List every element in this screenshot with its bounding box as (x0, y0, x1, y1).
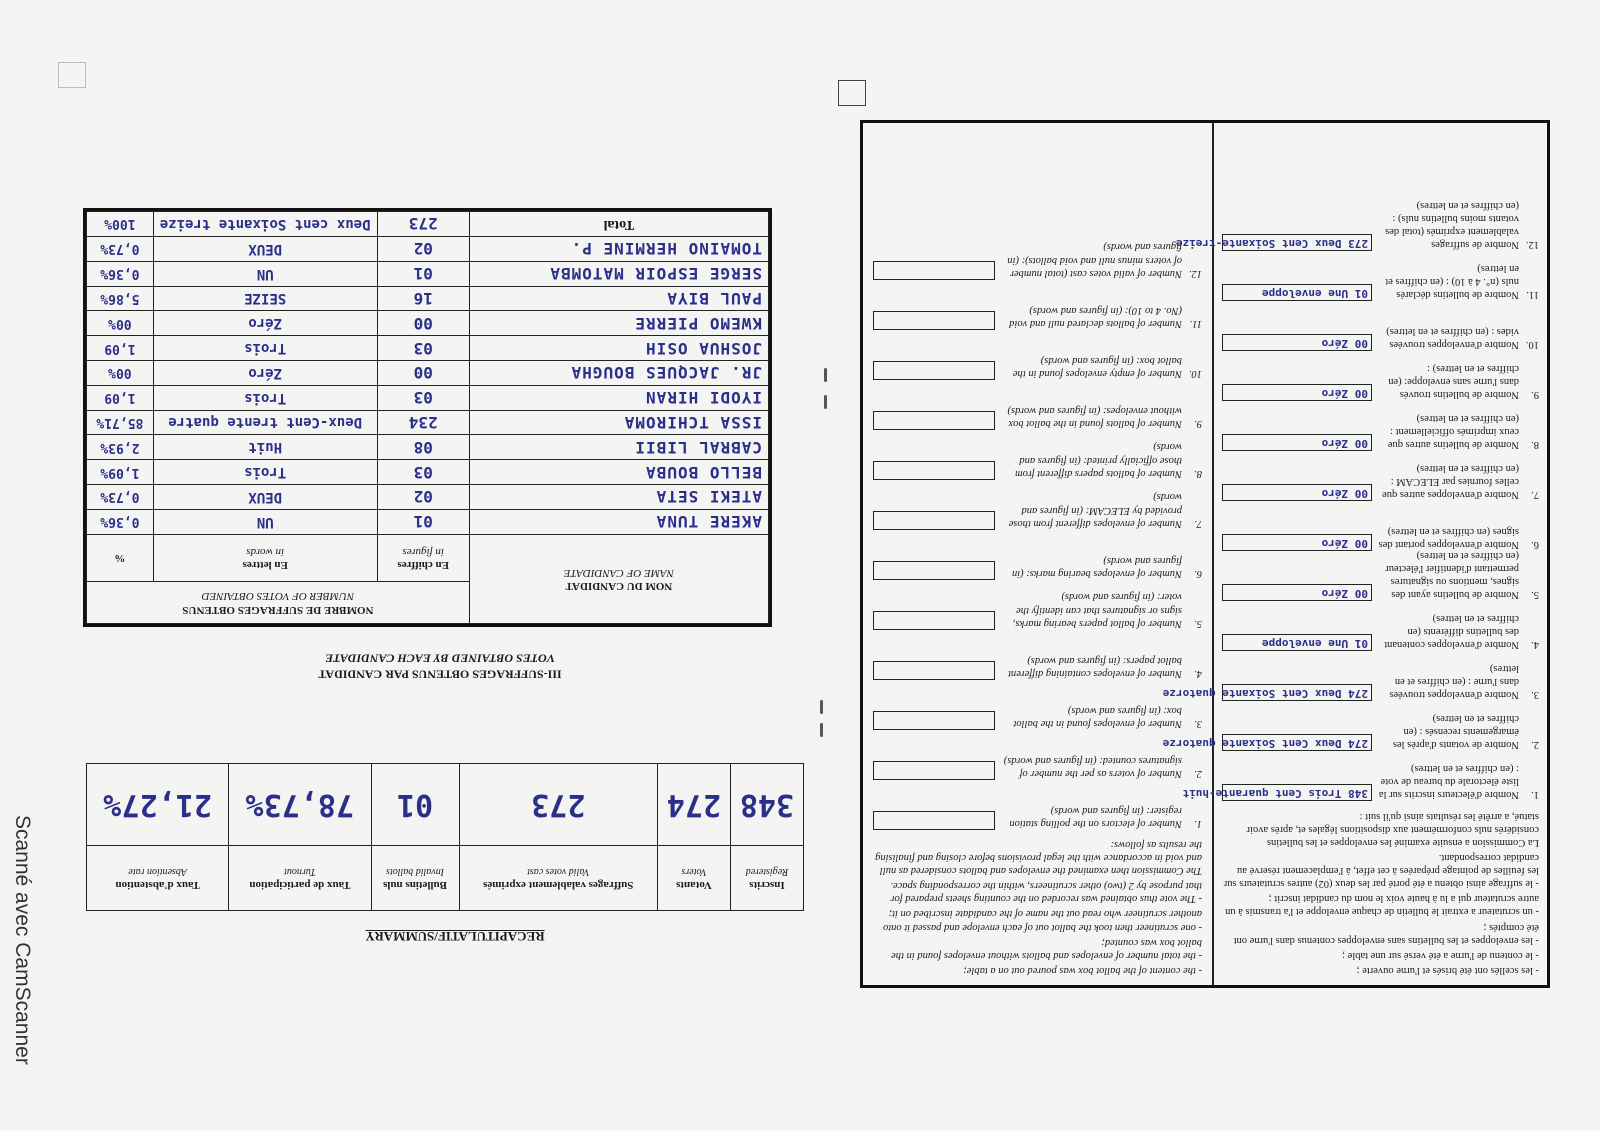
candidate-votes-figures: 00 (377, 360, 469, 385)
item-label-en: Number of envelopes containing different ballot papers: (in figures and words) (1008, 654, 1182, 679)
staple-mark (820, 700, 823, 714)
item-label-fr: Nombre de votants d'après les émargements recensés : (en chiffres et en lettres) (1392, 713, 1519, 751)
candidate-percent: 0,36% (87, 261, 154, 286)
summary-header: Taux d'abstention Absention rate (87, 845, 229, 910)
candidate-percent: 5,86% (87, 286, 154, 311)
item-label-en: Number of voters as per the number of signatures counted: (in figures and words) (1003, 754, 1182, 779)
candidate-name: PAUL BIYA (469, 286, 768, 311)
summary-invalid-value: 01 (371, 764, 459, 846)
french-column (1162, 123, 1547, 985)
staple-mark (820, 723, 823, 737)
item-number: 10. (1188, 367, 1202, 379)
form-item-fr (1222, 252, 1539, 302)
candidate-votes-words: Trois (153, 385, 377, 410)
item-number: 12. (1188, 267, 1202, 279)
item-number: 4. (1194, 667, 1202, 679)
summary-header: Taux de participation Turnout (229, 845, 371, 910)
intro-paragraph: - The vote thus obtained was recorded on the counting sheets prepared for that purpose by 2 (two) other scrutineers, within the corresponding space. (890, 880, 1202, 905)
candidate-name: KWEMO PIERRE (469, 311, 768, 336)
candidate-percent: 1,09% (87, 460, 154, 485)
candidate-votes-figures: 16 (377, 286, 469, 311)
candidate-votes-figures: 03 (377, 460, 469, 485)
item-number: 9. (1531, 389, 1539, 401)
item-label-fr: Nombre d'enveloppes autres que celles fournies par ELECAM : (en chiffres et en lettres) (1382, 463, 1519, 501)
candidate-name: AKERE TUNA (469, 509, 768, 534)
candidate-row (87, 385, 769, 410)
total-label: Total (469, 212, 768, 237)
candidate-votes-words: Zéro (153, 360, 377, 385)
item-number: 6. (1531, 539, 1539, 551)
item-value-field[interactable]: 00 Zéro (1222, 435, 1372, 452)
candidate-name: JR. JACQUES BOUGHA (469, 360, 768, 385)
total-words: Deux cent Soixante treize (153, 212, 377, 237)
candidate-votes-words: UN (153, 261, 377, 286)
form-item-fr (1222, 302, 1539, 352)
candidate-percent: 0,73% (87, 485, 154, 510)
candidate-votes-words: Trois (153, 460, 377, 485)
item-number: 8. (1531, 439, 1539, 451)
item-label-fr: Nombre d'enveloppes portant des signes (en chiffres et en lettres) (1378, 526, 1519, 551)
intro-paragraph: - le contenu de l'urne a été versé sur une table ; (1342, 949, 1539, 961)
intro-paragraph: La Commission a ensuite examiné les enveloppes et les bulletins considérés nuls conformément aux dispositions légales et, après avoir statué, a arrêté les résultats ainsi qu'il suit : (1246, 810, 1539, 848)
item-label-en: Number of envelopes bearing marks: (in figures and words) (1011, 554, 1182, 579)
staple-mark (824, 395, 827, 409)
candidate-votes-words: DEUX (153, 485, 377, 510)
item-value-field-en[interactable] (873, 461, 995, 480)
item-value-field[interactable]: 348 Trois Cent quarante-huit (1222, 785, 1372, 802)
item-label-en: Number of ballot papers bearing marks, signs or signatures that can identify the voter: (in figures and words) (1012, 591, 1182, 629)
item-label-en: Number of ballots papers different from those officially printed: (in figures and words) (1015, 441, 1182, 479)
item-label-fr: Nombre de bulletins trouvés dans l'urne sans enveloppe: (en chiffres et en lettres) : (1388, 363, 1519, 401)
item-value-field[interactable]: 01 Une enveloppe (1222, 635, 1372, 652)
candidate-votes-words: SEIZE (153, 286, 377, 311)
candidate-votes-figures: 08 (377, 435, 469, 460)
candidate-percent: 85,71% (87, 410, 154, 435)
item-label-fr: Nombre d'enveloppes contenant des bulletins différents (en chiffres et en lettres) (1384, 613, 1519, 651)
words-subheader: En lettres in words (153, 534, 377, 581)
candidate-votes-words: Trois (153, 336, 377, 361)
summary-header: Bulletins nuls Invalid ballots (371, 845, 459, 910)
form-item-en (873, 630, 1202, 680)
item-value-field[interactable]: 00 Zéro (1222, 585, 1372, 602)
candidate-row (87, 360, 769, 385)
votes-section-title (250, 650, 630, 682)
item-label-en: Number of empty envelopes found in the ballot box: (in figures and words) (1012, 354, 1182, 379)
item-label-fr: Nombre d'enveloppes trouvées dans l'urne : (en chiffres et en lettres) (1389, 663, 1519, 701)
form-item-fr (1222, 552, 1539, 602)
candidate-votes-figures: 01 (377, 261, 469, 286)
item-label-en: Number of envelopes found in the ballot box: (in figures and words) (1013, 704, 1182, 729)
candidate-name: JOSHUA OSIH (469, 336, 768, 361)
item-value-field-en[interactable] (873, 711, 995, 730)
item-value-field-en[interactable] (873, 361, 995, 380)
summary-header: Votants Voters (657, 845, 730, 910)
votes-column-header: NOMBRE DE SUFFRAGES OBTENUS NUMBER OF VOTES OBTAINED (87, 581, 470, 623)
candidate-row (87, 261, 769, 286)
item-label-fr: Nombre d'enveloppes trouvées vides : (en chiffres et en lettres) (1386, 326, 1519, 351)
candidate-name: ATEKI SETA (469, 485, 768, 510)
english-column (863, 123, 1212, 985)
summary-turnout-value: 78,73% (229, 764, 371, 846)
item-number: 6. (1194, 567, 1202, 579)
intro-english (873, 838, 1202, 977)
candidate-votes-figures: 01 (377, 509, 469, 534)
form-item-en (873, 330, 1202, 380)
form-item-fr (1222, 502, 1539, 552)
item-label-fr: Nombre d'électeurs inscrits sur la liste électorale du bureau de vote : (en chiffres et en lettres) (1378, 763, 1519, 801)
item-value-field-en[interactable] (873, 511, 995, 530)
form-item-fr (1162, 702, 1539, 752)
form-item-en (873, 480, 1202, 530)
total-figures: 273 (377, 212, 469, 237)
form-item-fr (1175, 200, 1539, 252)
summary-registered-value: 348 (730, 764, 803, 846)
candidate-row (87, 336, 769, 361)
intro-paragraph: - les scellés ont été brisés et l'urne ouverte ; (1356, 965, 1539, 976)
candidate-row (87, 485, 769, 510)
candidate-column-header: NOM DU CANDIDAT NAME OF CANDIDATE (469, 534, 768, 623)
candidate-votes-words: Huit (153, 435, 377, 460)
item-number: 2. (1531, 739, 1539, 751)
item-label-en: Number of ballots declared null and void (No. 4 to 10): (in figures and words) (1009, 304, 1182, 329)
summary-voters-value: 274 (657, 764, 730, 846)
summary-title: RECAPITULATIF/SUMMARY (365, 929, 545, 944)
total-percent: 100% (87, 212, 154, 237)
votes-table (83, 208, 772, 627)
candidate-row (87, 236, 769, 261)
item-value-field-en[interactable] (873, 811, 995, 830)
item-number: 5. (1531, 589, 1539, 601)
candidate-percent: 2,93% (87, 435, 154, 460)
camscanner-watermark (11, 815, 35, 1115)
item-value-field-en[interactable] (873, 311, 995, 330)
candidate-votes-figures: 02 (377, 485, 469, 510)
candidate-votes-words: UN (153, 509, 377, 534)
item-number: 8. (1194, 467, 1202, 479)
item-label-fr: Nombre de suffrages valablement exprimés (total des votants moins bulletins nuls) : (en chiffres et en lettres) (1385, 200, 1519, 251)
candidate-percent: 00% (87, 360, 154, 385)
item-number: 11. (1189, 317, 1202, 329)
candidate-percent: 0,36% (87, 509, 154, 534)
form-item-en (873, 680, 1202, 730)
summary-abstention-value: 21,27% (87, 764, 229, 846)
item-value-field-en[interactable] (873, 761, 995, 780)
item-number: 4. (1531, 639, 1539, 651)
item-label-en: Number of valid votes cast (total number of voters minus null and void ballots): (in figures and words) (1007, 241, 1182, 279)
candidate-votes-figures: 234 (377, 410, 469, 435)
form-item-fr (1182, 752, 1539, 802)
minutes-form-page (860, 120, 1550, 988)
form-item-en (873, 730, 1202, 780)
candidate-name: BELLO BOUBA (469, 460, 768, 485)
votes-title-fr: III-SUFFRAGES OBTENUS PAR CANDIDAT (318, 667, 562, 682)
form-item-en (873, 580, 1202, 630)
figures-subheader: En chiffres in figures (377, 534, 469, 581)
form-item-en (873, 530, 1202, 580)
item-value-field-en[interactable] (873, 411, 995, 430)
candidate-votes-figures: 00 (377, 311, 469, 336)
candidate-row (87, 460, 769, 485)
summary-header: Inscrits Registered (730, 845, 803, 910)
votes-title-en: VOTES OBTAINED BY EACH CANDIDATE (325, 651, 555, 666)
item-value-field-en[interactable] (873, 661, 995, 680)
item-value-field[interactable]: 00 Zéro (1222, 385, 1372, 402)
candidate-percent: 1,09 (87, 336, 154, 361)
item-label-en: Number of envelopes different from those provided by ELECAM: (in figures and words) (1008, 491, 1182, 529)
intro-paragraph: - un scrutateur a extrait le bulletin de chaque enveloppe et l'a transmis à un autre scrutateur qui a lu à haute voix le nom du candidat inscrit ; (1225, 893, 1539, 918)
item-value-field-en[interactable] (873, 611, 995, 630)
candidate-name: TOMAINO HERMINE P. (469, 236, 768, 261)
form-item-fr (1222, 402, 1539, 452)
form-item-fr (1162, 652, 1539, 702)
candidate-name: SERGE ESPOIR MATOMBA (469, 261, 768, 286)
item-label-en: Number of ballots found in the ballot box without envelopes: (in figures and words) (1007, 404, 1182, 429)
candidate-percent: 00% (87, 311, 154, 336)
summary-header: Suffrages valablement exprimés Valid votes cast (459, 845, 657, 910)
item-number: 10. (1525, 339, 1539, 351)
candidate-row (87, 410, 769, 435)
candidate-votes-figures: 03 (377, 336, 469, 361)
item-label-en: Number of electors on the polling station register: (in figures and words) (1009, 804, 1182, 829)
intro-paragraph: - one scrutineer then took the ballot out of each envelope and passed it onto another scrutineer who read out the name of the candidate inscribed on it; (882, 908, 1202, 933)
candidate-row (87, 509, 769, 534)
item-number: 11. (1526, 289, 1539, 301)
item-number: 3. (1194, 717, 1202, 729)
item-label-fr: Nombre de bulletins autres que ceux imprimés officiellement : (en chiffres et en lettres) (1387, 413, 1519, 451)
item-number: 12. (1525, 239, 1539, 251)
item-value-field[interactable]: 00 Zéro (1222, 335, 1372, 352)
item-number: 9. (1194, 417, 1202, 429)
form-item-fr (1222, 602, 1539, 652)
item-number: 7. (1194, 517, 1202, 529)
candidate-percent: 0,73% (87, 236, 154, 261)
item-number: 3. (1531, 689, 1539, 701)
candidate-votes-words: DEUX (153, 236, 377, 261)
candidate-row (87, 311, 769, 336)
candidate-votes-figures: 02 (377, 236, 469, 261)
page-corner-mark-left (58, 62, 86, 88)
intro-paragraph: - the total number of envelopes and ballots without envelopes found in the ballot box was counted; (891, 936, 1202, 961)
candidate-votes-figures: 03 (377, 385, 469, 410)
item-label-fr: Nombre de bulletins déclarés nuls (n°. 4 à 10) : (en chiffres et en lettres) (1385, 263, 1519, 301)
item-value-field[interactable]: 01 Une enveloppe (1222, 285, 1372, 302)
item-label-fr: Nombre de bulletins ayant des signes, mentions ou signatures permettant d'identifier l'électeur (en chiffres et en lettres) (1385, 550, 1519, 601)
form-item-fr (1222, 352, 1539, 402)
item-value-field[interactable]: 274 Deux Cent Soixante quatorze (1222, 685, 1372, 702)
item-value-field[interactable]: 00 Zéro (1222, 485, 1372, 502)
percent-subheader: % (87, 534, 154, 581)
intro-paragraph: - the content of the ballot box was poured out on a table; (963, 965, 1202, 976)
candidate-name: IYODI HIRAN (469, 385, 768, 410)
item-number: 1. (1531, 789, 1539, 801)
intro-paragraph: The Commission then examined the envelopes and ballots considered as null and void in accordance with the legal provisions before closing and finalising the results as follows: (875, 838, 1202, 877)
summary-table (86, 763, 804, 911)
staple-mark (824, 368, 827, 382)
item-number: 7. (1531, 489, 1539, 501)
intro-paragraph: - les enveloppes et les bulletins sans enveloppes contenus dans l'urne ont été comptés ; (1233, 921, 1539, 946)
item-number: 2. (1194, 767, 1202, 779)
candidate-votes-words: Zéro (153, 311, 377, 336)
item-number: 1. (1194, 817, 1202, 829)
candidate-votes-words: Deux-Cent trente quatre (153, 410, 377, 435)
candidate-name: ISSA TCHIROMA (469, 410, 768, 435)
item-value-field[interactable]: 00 Zéro (1222, 535, 1372, 552)
item-number: 5. (1194, 617, 1202, 629)
item-value-field[interactable]: 274 Deux Cent Soixante quatorze (1222, 735, 1372, 752)
candidate-percent: 1,09 (87, 385, 154, 410)
candidate-row (87, 286, 769, 311)
watermark-text: Scanné avec CamScanner (11, 815, 34, 1065)
intro-paragraph: - le suffrage ainsi obtenu a été porté par les deux (02) autres scrutateurs sur les feuilles de pointage préparées à cet effet, à l'emplacement réservé au candidat correspondant. (1223, 852, 1539, 890)
form-item-en (873, 230, 1202, 280)
form-item-en (873, 430, 1202, 480)
page-corner-mark-right (838, 80, 866, 106)
form-item-en (873, 280, 1202, 330)
candidate-name: CABRAL LIBII (469, 435, 768, 460)
form-item-fr (1222, 452, 1539, 502)
form-item-en (873, 380, 1202, 430)
item-value-field-en[interactable] (873, 261, 995, 280)
item-value-field-en[interactable] (873, 561, 995, 580)
item-value-field[interactable]: 273 Deux Cent Soixante-treize (1222, 235, 1372, 252)
intro-french (1222, 810, 1539, 978)
form-item-en (873, 780, 1202, 830)
candidate-row (87, 435, 769, 460)
summary-valid-votes-value: 273 (459, 764, 657, 846)
